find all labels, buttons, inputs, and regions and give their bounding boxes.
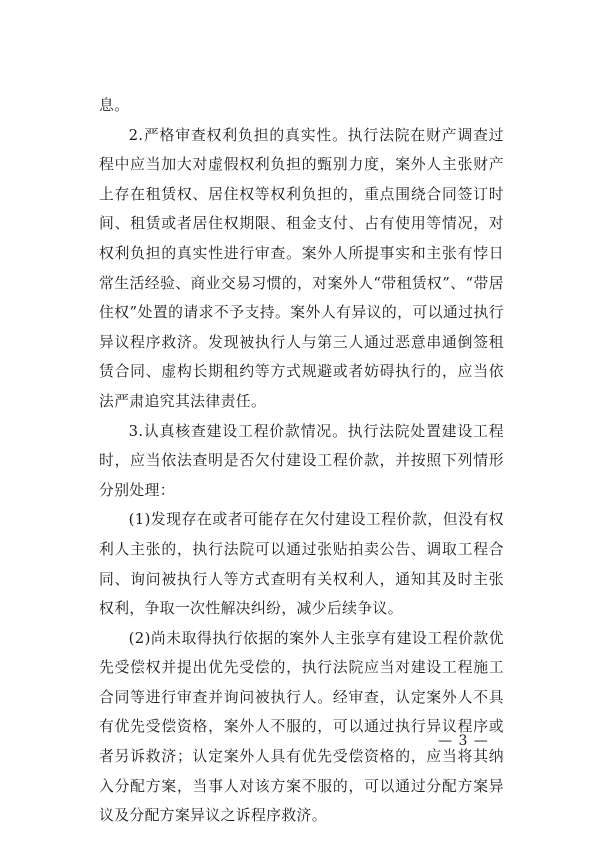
paragraph-item-2: (2)尚未取得执行依据的案外人主张享有建设工程价款优先受偿权并提出优先受偿的，执行法院应当对建设工程施工合同等进行审查并询问被执行人。经审查，认定案外人不具有优先受偿资格，案外人不服的，可以通过执行异议程序或者另诉救济；认定案外人具有优先受偿资格的，应当将其纳入分配方案，当事人对该方案不服的，可以通过分配方案异议及分配方案异议之诉程序救济。: [99, 629, 504, 825]
paragraph-rights-burden: 2.严格审查权利负担的真实性。执行法院在财产调查过程中应当加大对虚假权利负担的甄别力度，案外人主张财产上存在租赁权、居住权等权利负担的，重点围绕合同签订时间、租赁或者居住权期限、租金支付、占有使用等情况，对权利负担的真实性进行审查。案外人所提事实和主张有悖日常生活经验、商业交易习惯的，对案外人“带租赁权”、“带居住权”处置的请求不予支持。案外人有异议的，可以通过执行异议程序救济。发现被执行人与第三人通过恶意串通倒签租赁合同、虚构长期租约等方式规避或者妨碍执行的，应当依法严肃追究其法律责任。: [99, 126, 504, 410]
page-number: — 3 —: [438, 733, 489, 749]
paragraph-continuation: 息。: [99, 97, 130, 114]
paragraph-item-1: (1)发现存在或者可能存在欠付建设工程价款，但没有权利人主张的，执行法院可以通过张贴拍卖公告、调取工程合同、询问被执行人等方式查明有关权利人，通知其及时主张权利，争取一次性解决纠纷，减少后续争议。: [99, 511, 504, 618]
document-body: [99, 91, 504, 831]
paragraph-construction-price: 3.认真核查建设工程价款情况。执行法院处置建设工程时，应当依法查明是否欠付建设工程价款，并按照下列情形分别处理：: [99, 422, 504, 499]
